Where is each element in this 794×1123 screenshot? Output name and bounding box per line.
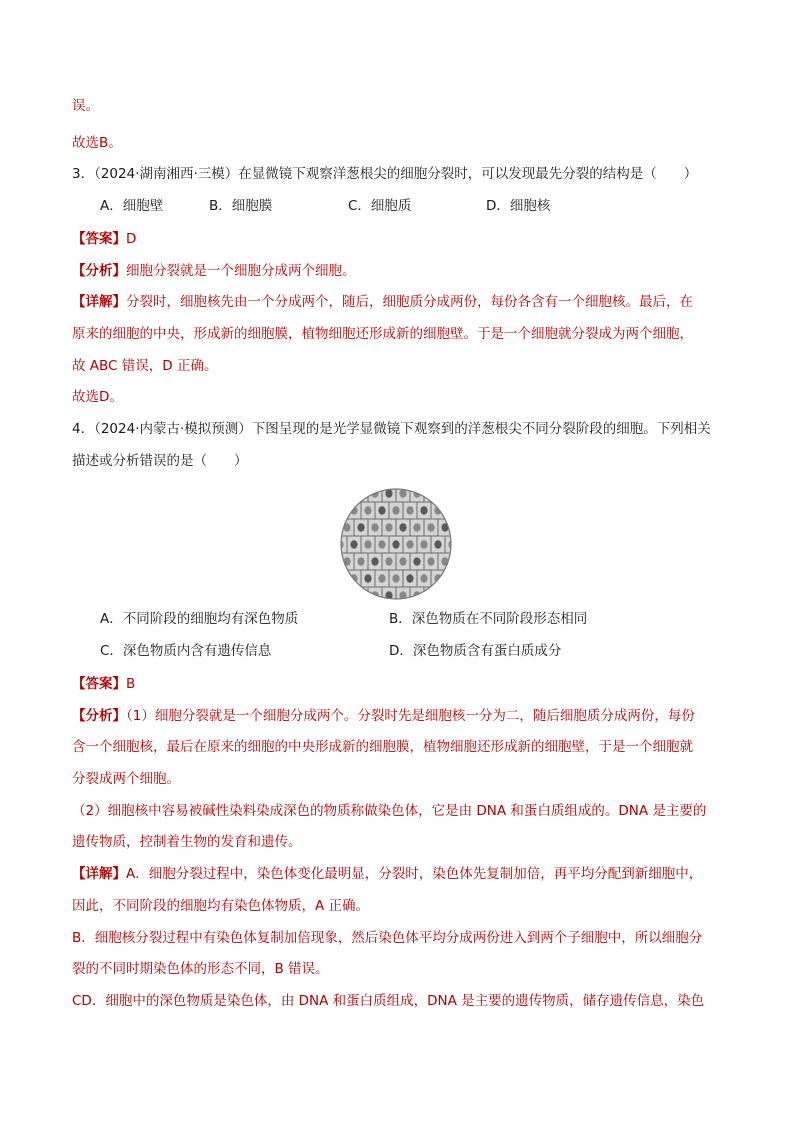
nucleus (357, 523, 364, 531)
nucleus (399, 523, 406, 531)
text-line: CD．细胞中的深色物质是染色体，由 DNA 和蛋白质组成，DNA 是主要的遗传物质，储存遗传信息，染色 (72, 993, 705, 1009)
cell (354, 587, 368, 600)
text-line: 遗传物质，控制着生物的发育和遗传。 (72, 834, 302, 850)
cell (340, 502, 347, 519)
text-line: B．细胞核分裂过程中有染色体复制加倍现象，然后染色体平均分成两份进入到两个子细胞中，所以细胞分 (72, 930, 703, 946)
nucleus (350, 540, 357, 548)
text-line: （2）细胞核中容易被碱性染料染成深色的物质称做染色体，它是由 DNA 和蛋白质组成的。DNA 是主要的 (72, 803, 707, 819)
text-line: 故 ABC 错误，D 正确。 (72, 358, 218, 374)
nucleus (420, 574, 427, 582)
nucleus (392, 506, 399, 514)
nucleus (441, 591, 448, 599)
cell (445, 570, 452, 587)
nucleus (364, 540, 371, 548)
nucleus (441, 489, 448, 497)
text-line: 分裂成两个细胞。 (72, 771, 180, 787)
nucleus (385, 523, 392, 531)
detail-tag: 【详解】 (72, 866, 126, 882)
nucleus (343, 591, 350, 599)
detail-text: 分裂时，细胞核先由一个分成两个，随后，细胞质分成两份，每份各含有一个细胞核。最后，在 (126, 294, 693, 310)
nucleus (406, 574, 413, 582)
q4-analysis (72, 706, 695, 726)
nucleus (413, 523, 420, 531)
nucleus (406, 506, 413, 514)
nucleus (343, 489, 350, 497)
nucleus (385, 557, 392, 565)
analysis-tag: 【分析】 (72, 263, 126, 279)
nucleus (364, 574, 371, 582)
nucleus (420, 540, 427, 548)
q3-analysis (72, 261, 356, 281)
q3-option-d: D．细胞核 (486, 198, 551, 214)
nucleus (420, 506, 427, 514)
q4-detail (72, 864, 702, 884)
cell (340, 570, 347, 587)
question-4-stem: 4．（2024·内蒙古·模拟预测）下图呈现的是光学显微镜下观察到的洋葱根尖不同分裂阶段的细胞。下列相关 (72, 421, 711, 437)
nucleus (378, 540, 385, 548)
cell (424, 488, 438, 502)
question-4-stem-cont: 描述或分析错误的是（ ） (72, 453, 248, 469)
nucleus (399, 489, 406, 497)
nucleus (434, 540, 441, 548)
text-line: 含一个细胞核，最后在原来的细胞的中央形成新的细胞膜，植物细胞还形成新的细胞壁，于是一个细胞就 (72, 739, 693, 755)
nucleus (340, 506, 344, 514)
cell (445, 502, 452, 519)
nucleus (350, 506, 357, 514)
detail-text: A．细胞分裂过程中，染色体变化最明显，分裂时，染色体先复制加倍，再平均分配到新细胞中， (126, 866, 703, 882)
nucleus (427, 523, 434, 531)
nucleus (427, 591, 434, 599)
nucleus (399, 557, 406, 565)
q4-option-b: B．深色物质在不同阶段形态相同 (389, 611, 588, 627)
q4-option-c: C．深色物质内含有遗传信息 (100, 643, 272, 659)
cell (340, 587, 354, 600)
text-line: 因此，不同阶段的细胞均有染色体物质，A 正确。 (72, 898, 370, 914)
nucleus (413, 557, 420, 565)
nucleus (427, 557, 434, 565)
text-line: 故选B。 (72, 135, 122, 151)
cell (424, 587, 438, 600)
answer-value: D (126, 231, 137, 247)
nucleus (364, 506, 371, 514)
q3-answer (72, 229, 136, 249)
q4-option-a: A．不同阶段的细胞均有深色物质 (100, 611, 299, 627)
analysis-tag: 【分析】 (72, 708, 126, 724)
cell (438, 488, 452, 502)
nucleus (378, 574, 385, 582)
q3-detail (72, 292, 693, 312)
nucleus (378, 506, 385, 514)
q3-option-b: B．细胞膜 (209, 198, 273, 214)
nucleus (385, 489, 392, 497)
nucleus (371, 557, 378, 565)
nucleus (340, 574, 344, 582)
nucleus (357, 591, 364, 599)
nucleus (392, 574, 399, 582)
analysis-text: （1）细胞分裂就是一个细胞分成两个。分裂时先是细胞核一分为二，随后细胞质分成两份，每份 (126, 708, 695, 724)
q4-answer (72, 674, 135, 694)
text-line: 误。 (72, 98, 99, 114)
detail-tag: 【详解】 (72, 294, 126, 310)
nucleus (371, 523, 378, 531)
answer-value: B (126, 676, 136, 692)
nucleus (434, 506, 441, 514)
nucleus (427, 489, 434, 497)
q4-option-d: D．深色物质含有蛋白质成分 (389, 643, 562, 659)
answer-tag: 【答案】 (72, 676, 126, 692)
text-line: 原来的细胞的中央，形成新的细胞膜，植物细胞还形成新的细胞壁。于是一个细胞就分裂成为两个细胞， (72, 326, 693, 342)
nucleus (357, 489, 364, 497)
cell (354, 488, 368, 502)
microscope-image (340, 488, 452, 600)
analysis-text: 细胞分裂就是一个细胞分成两个细胞。 (126, 263, 356, 279)
text-line: 裂的不同时期染色体的形态不同，B 错误。 (72, 961, 329, 977)
q3-option-a: A．细胞壁 (100, 198, 164, 214)
nucleus (448, 574, 452, 582)
cell (340, 488, 354, 502)
nucleus (406, 540, 413, 548)
nucleus (357, 557, 364, 565)
nucleus (448, 506, 452, 514)
nucleus (392, 540, 399, 548)
text-line: 故选D。 (72, 389, 123, 405)
cell (438, 587, 452, 600)
question-3-stem: 3．（2024·湖南湘西·三模）在显微镜下观察洋葱根尖的细胞分裂时，可以发现最先分裂的结构是（ ） (72, 166, 698, 182)
q3-option-c: C．细胞质 (348, 198, 412, 214)
answer-tag: 【答案】 (72, 231, 126, 247)
